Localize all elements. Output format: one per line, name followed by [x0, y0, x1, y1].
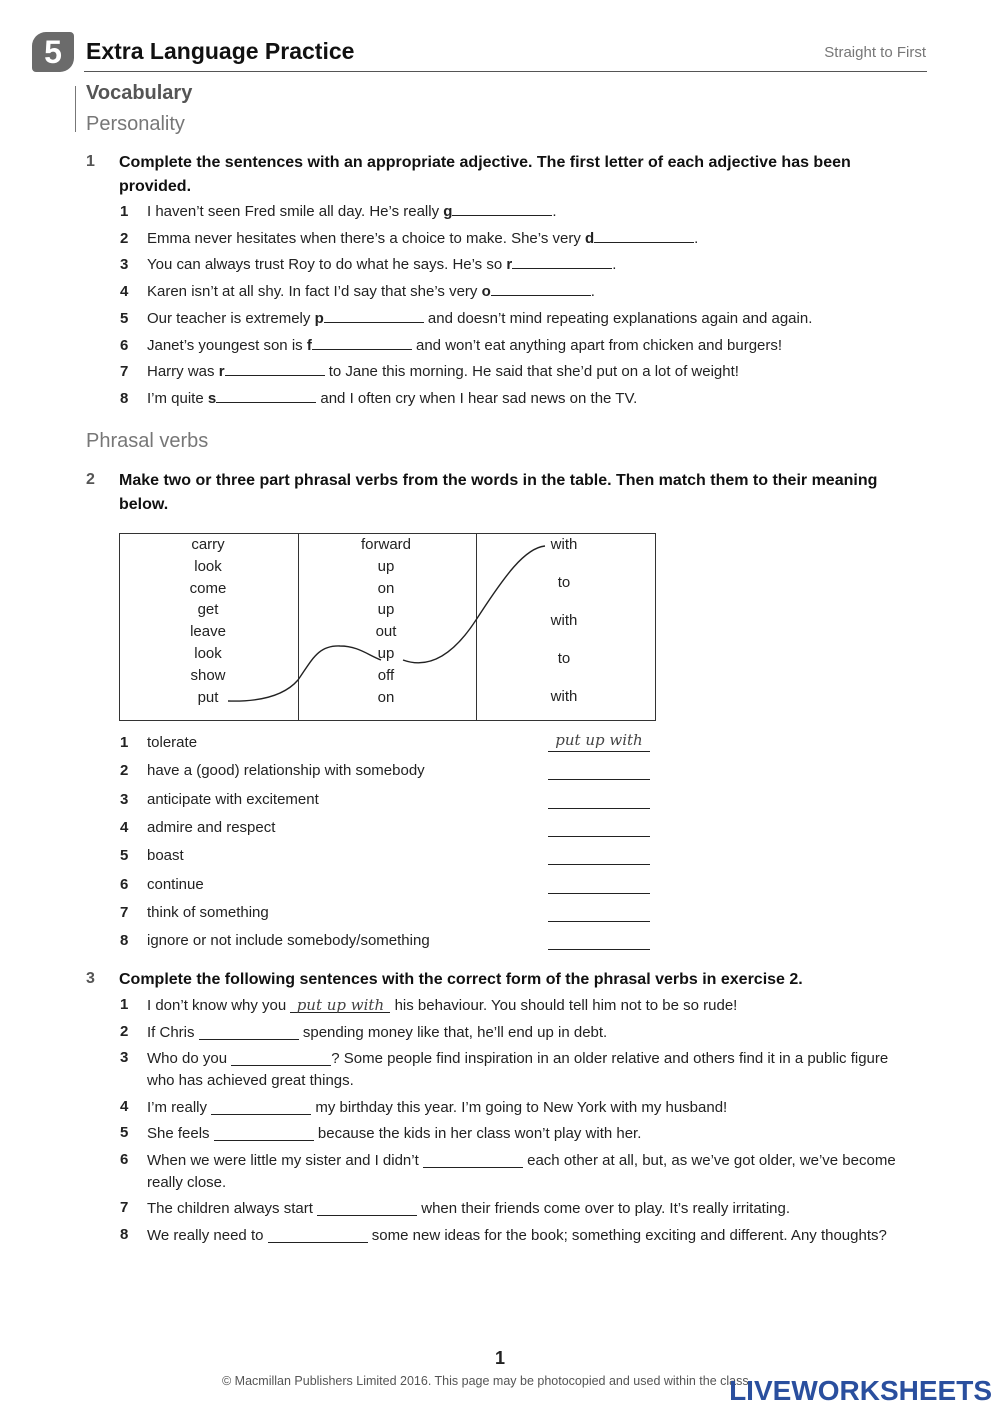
- sentence-end: ? Some people find inspiration in an older relative and others find it in a public figure who has achieved great things.: [147, 1050, 889, 1089]
- sentence-start: We really need to: [147, 1227, 268, 1244]
- sentence-start: Karen isn’t at all shy. In fact I’d say that she’s very: [147, 283, 482, 301]
- table-verb: come: [189, 579, 227, 597]
- answer-field[interactable]: [548, 873, 650, 894]
- sentence-end: and won’t eat anything apart from chicken and burgers!: [411, 336, 783, 354]
- sentence: [147, 281, 912, 303]
- answer-blank[interactable]: [225, 361, 325, 376]
- sentence-start: I haven’t seen Fred smile all day. He’s really: [147, 203, 444, 220]
- subsection-personality: Personality: [86, 113, 185, 135]
- item-number: 5: [120, 1124, 129, 1141]
- sentence-start: You can always trust Roy to do what he says. He’s so: [147, 256, 507, 274]
- item-number: 5: [120, 847, 129, 865]
- answer-blank[interactable]: [423, 1149, 523, 1168]
- answer-field[interactable]: [548, 929, 650, 950]
- item-number: 6: [120, 1151, 129, 1168]
- table-verb: look: [194, 557, 222, 575]
- first-letter: f: [306, 336, 312, 354]
- meaning: have a (good) relationship with somebody: [147, 762, 425, 780]
- first-letter: r: [506, 256, 513, 274]
- item-number: 7: [120, 1199, 129, 1216]
- table-verb: show: [190, 666, 226, 684]
- item-number: 2: [120, 229, 129, 247]
- first-letter: s: [207, 389, 217, 407]
- answer-field[interactable]: [548, 901, 650, 922]
- instruction-text: Complete the following sentences with the correct form of the phrasal verbs in exercise: [119, 971, 790, 988]
- answer-blank[interactable]: [594, 228, 694, 243]
- sentence-end: to Jane this morning. He said that she’d put on a lot of weight!: [324, 363, 739, 381]
- table-verb: look: [194, 645, 222, 662]
- sentence-end: .: [552, 203, 557, 220]
- sentence: [147, 1224, 912, 1247]
- sentence: [147, 361, 912, 383]
- meaning: tolerate: [147, 734, 198, 751]
- answer-field[interactable]: [548, 759, 650, 780]
- sentence-end: and I often cry when I hear sad news on the TV.: [316, 389, 638, 407]
- item-number: 1: [120, 734, 129, 751]
- first-letter: d: [585, 229, 595, 247]
- exercise-3-number: 3: [86, 970, 95, 987]
- sentence-start: I’m quite: [147, 389, 208, 407]
- item-number: 7: [120, 903, 129, 921]
- item-number: 5: [120, 309, 129, 327]
- item-number: 1: [120, 996, 129, 1013]
- sentence-end: each other at all, but, as we’ve got older, we’ve become really close.: [147, 1152, 896, 1191]
- section-heading: Vocabulary: [86, 82, 193, 104]
- first-letter: r: [218, 363, 225, 381]
- sentence-start: I’m really: [147, 1099, 212, 1116]
- answer-blank[interactable]: [231, 1047, 331, 1066]
- table-verb: carry: [191, 536, 225, 553]
- series-name: Straight to First: [824, 44, 926, 61]
- exercise-2-number: 2: [86, 471, 95, 488]
- answer-field[interactable]: [548, 788, 650, 809]
- sentence: [147, 1197, 912, 1220]
- exercise-1-instruction: Complete the sentences with an appropriate adjective. The first letter of each adjective has been provided.: [119, 154, 851, 195]
- meaning: ignore or not include somebody/something: [147, 932, 430, 950]
- sentence-start: The children always start: [147, 1200, 318, 1217]
- sentence: [147, 1122, 912, 1145]
- sentence-start: If Chris: [147, 1024, 199, 1041]
- answer-field[interactable]: [548, 816, 650, 837]
- sentence: [147, 1021, 912, 1044]
- sentence-start: When we were little my sister and I didn’t: [147, 1152, 423, 1169]
- sentence: [147, 254, 912, 276]
- item-number: 6: [120, 336, 129, 354]
- table-preposition: with: [550, 612, 578, 629]
- sentence: [147, 308, 912, 330]
- sentence-end: .: [694, 229, 699, 247]
- table-particle: up: [377, 645, 395, 662]
- answer-blank[interactable]: [512, 254, 612, 269]
- answer-blank[interactable]: [312, 335, 412, 350]
- table-preposition: to: [557, 650, 571, 667]
- exercise-1-number: 1: [86, 153, 95, 170]
- table-particle: up: [377, 557, 395, 575]
- sentence: [147, 1149, 912, 1194]
- answer-blank[interactable]: put up with: [290, 994, 390, 1013]
- exercise-3-instruction: [119, 968, 919, 992]
- sentence-end: and doesn’t mind repeating explanations again and again.: [423, 309, 813, 327]
- answer-blank[interactable]: [324, 308, 424, 323]
- sentence-end: his behaviour. You should tell him not to be so rude!: [390, 997, 738, 1014]
- sentence-end: my birthday this year. I’m going to New York with my husband!: [311, 1099, 728, 1116]
- table-particle: off: [377, 666, 395, 684]
- table-verb: leave: [190, 623, 226, 641]
- answer-blank[interactable]: [452, 201, 552, 216]
- sentence-start: Emma never hesitates when there’s a choice to make. She’s very: [147, 229, 585, 247]
- page-title: Extra Language Practice: [86, 38, 355, 64]
- answer-blank[interactable]: [214, 1122, 314, 1141]
- meaning: boast: [147, 847, 184, 865]
- first-letter: g: [443, 203, 453, 220]
- table-verb: put: [197, 688, 219, 706]
- table-particle: on: [377, 579, 395, 597]
- item-number: 7: [120, 363, 129, 381]
- item-number: 8: [120, 389, 129, 407]
- sentence-end: .: [612, 256, 617, 274]
- sentence-start: I don’t know why you: [147, 997, 291, 1014]
- meaning: think of something: [147, 903, 269, 921]
- first-letter: p: [314, 309, 324, 327]
- sentence-end: because the kids in her class won’t play with her.: [313, 1125, 642, 1142]
- item-number: 8: [120, 932, 129, 950]
- liveworksheets-logo: LIVEWORKSHEETS: [729, 1375, 992, 1406]
- item-number: 1: [120, 203, 129, 220]
- item-number: 4: [120, 1098, 129, 1115]
- item-number: 3: [120, 790, 129, 808]
- sentence-start: She feels: [147, 1125, 214, 1142]
- sentence-end: when their friends come over to play. It’s really irritating.: [417, 1200, 791, 1217]
- table-preposition: to: [557, 574, 571, 591]
- sentence-start: Janet’s youngest son is: [147, 336, 307, 354]
- header-divider: [84, 71, 927, 72]
- instruction-end: .: [798, 971, 803, 988]
- sentence-start: Our teacher is extremely: [147, 309, 315, 327]
- answer-blank[interactable]: [211, 1096, 311, 1115]
- exercise-ref: 2: [789, 971, 799, 988]
- sentence: [147, 1047, 912, 1092]
- sentence: [147, 201, 912, 223]
- item-number: 4: [120, 818, 129, 836]
- sentence-end: some new ideas for the book; something exciting and different. Any thoughts?: [367, 1227, 887, 1244]
- sentence-end: .: [590, 283, 595, 301]
- sentence: [147, 228, 912, 250]
- item-number: 2: [120, 1023, 129, 1040]
- meaning: admire and respect: [147, 818, 276, 836]
- table-particle: out: [375, 623, 397, 641]
- table-particle: on: [377, 688, 395, 706]
- item-number: 8: [120, 1226, 129, 1243]
- item-number: 2: [120, 762, 129, 780]
- sentence: [147, 994, 912, 1017]
- section-marker: [75, 86, 76, 132]
- table-preposition: with: [550, 688, 578, 705]
- sentence-end: spending money like that, he’ll end up in debt.: [298, 1024, 608, 1041]
- answer-field[interactable]: put up with: [548, 731, 650, 752]
- exercise-2-instruction: Make two or three part phrasal verbs from the words in the table. Then match them to their meaning below.: [119, 472, 878, 513]
- table-preposition: with: [550, 536, 578, 553]
- sentence-start: Who do you: [147, 1050, 232, 1067]
- page-number: 1: [494, 1348, 505, 1368]
- copyright: © Macmillan Publishers Limited 2016. This page may be photocopied and used within the class.: [222, 1374, 753, 1388]
- table-particle: forward: [360, 536, 412, 553]
- answer-blank[interactable]: [317, 1197, 417, 1216]
- item-number: 3: [120, 1049, 129, 1066]
- table-verb: get: [197, 601, 219, 619]
- answer-blank[interactable]: [491, 281, 591, 296]
- item-number: 6: [120, 875, 129, 893]
- answer-blank[interactable]: [216, 388, 316, 403]
- unit-badge: 5: [32, 32, 74, 72]
- item-number: 3: [120, 256, 129, 274]
- answer-field[interactable]: [548, 844, 650, 865]
- sentence: [147, 1096, 912, 1119]
- answer-blank[interactable]: [199, 1021, 299, 1040]
- first-letter: o: [481, 283, 491, 301]
- subsection-phrasal-verbs: Phrasal verbs: [86, 430, 209, 452]
- table-particle: up: [377, 601, 395, 619]
- item-number: 4: [120, 283, 129, 301]
- sentence: [147, 388, 912, 410]
- sentence-start: Harry was: [147, 363, 219, 381]
- sentence: [147, 335, 912, 357]
- meaning: continue: [147, 875, 204, 893]
- answer-blank[interactable]: [268, 1224, 368, 1243]
- meaning: anticipate with excitement: [147, 790, 319, 808]
